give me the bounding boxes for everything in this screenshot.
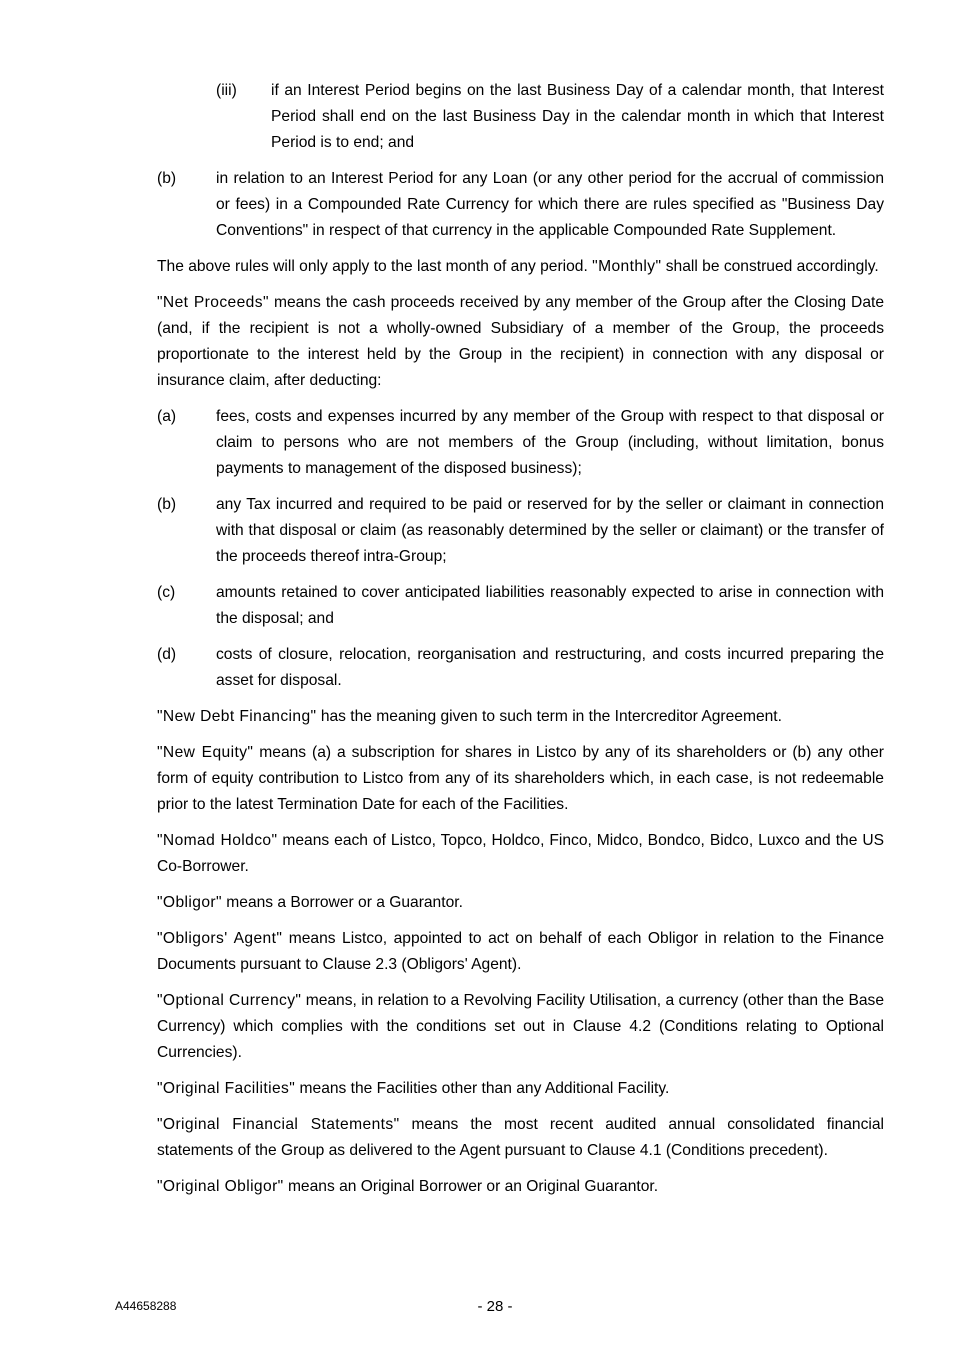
definition-original-facilities bbox=[157, 1076, 884, 1102]
monthly-paragraph bbox=[157, 254, 884, 280]
definition-text: means, in relation to a Revolving Facility Utilisation, a currency (other than the Base Currency) which complies with the conditions set out in Clause 4.2 (Conditions relating to Optional Currencies). bbox=[157, 992, 884, 1061]
definition-text: means (a) a subscription for shares in Listco by any of its shareholders or (b) any other form of equity contribution to Listco from any of its shareholders which, in each case, is not redeemable prior to the latest Termination Date for each of the Facilities. bbox=[157, 744, 884, 813]
definition-original-obligor bbox=[157, 1174, 884, 1200]
document-reference: A44658288 bbox=[115, 1299, 177, 1313]
definition-net-proceeds bbox=[157, 290, 884, 394]
paragraph-text: shall be construed accordingly. bbox=[661, 258, 879, 275]
definition-nomad-holdco bbox=[157, 828, 884, 880]
net-proceeds-item-b bbox=[157, 492, 884, 570]
net-proceeds-item-c bbox=[157, 580, 884, 632]
item-label: (b) bbox=[157, 170, 177, 187]
definition-text: means the Facilities other than any Additional Facility. bbox=[295, 1080, 670, 1097]
defined-term: "Obligors' Agent" bbox=[157, 930, 283, 947]
definition-text: means the most recent audited annual consolidated financial statements of the Group as delivered to the Agent pursuant to Clause 4.1 (Conditions precedent). bbox=[157, 1116, 884, 1159]
definition-text: means the cash proceeds received by any member of the Group after the Closing Date (and, if the recipient is not a wholly-owned Subsidiary of a member of the Group, the proceeds proportionate to the interest held by the Group in the recipient) in connection with any disposal or insurance claim, after deducting: bbox=[157, 294, 884, 389]
defined-term: "Monthly" bbox=[592, 258, 662, 275]
item-label: (c) bbox=[157, 584, 176, 601]
definition-obligor bbox=[157, 890, 884, 916]
defined-term: "Original Obligor" bbox=[157, 1178, 284, 1195]
definition-new-equity bbox=[157, 740, 884, 818]
item-text: any Tax incurred and required to be paid or reserved for by the seller or claimant in connection with that disposal or claim (as reasonably determined by the seller or claimant) or the transfer of the proceeds thereof intra-Group; bbox=[216, 496, 884, 565]
defined-term: "Obligor" bbox=[157, 894, 222, 911]
sub-item-b-interest-period bbox=[157, 166, 884, 244]
definition-text: has the meaning given to such term in the Intercreditor Agreement. bbox=[316, 708, 782, 725]
net-proceeds-item-a bbox=[157, 404, 884, 482]
defined-term: "New Debt Financing" bbox=[157, 708, 317, 725]
item-text: fees, costs and expenses incurred by any member of the Group with respect to that disposal or claim to persons who are not members of the Group (including, without limitation, bonus payments to management of the disposed business); bbox=[216, 408, 884, 477]
item-text: if an Interest Period begins on the last Business Day of a calendar month, that Interest Period shall end on the last Business Day in the calendar month in which that Interest Period is to end; and bbox=[271, 82, 884, 151]
definition-obligors-agent bbox=[157, 926, 884, 978]
definition-text: means a Borrower or a Guarantor. bbox=[221, 894, 463, 911]
defined-term: "New Equity" bbox=[157, 744, 254, 761]
page-number: - 28 - bbox=[477, 1298, 513, 1315]
item-label: (b) bbox=[157, 496, 177, 513]
definition-original-financial-statements bbox=[157, 1112, 884, 1164]
sub-item-iii bbox=[216, 78, 884, 156]
defined-term: "Original Financial Statements" bbox=[157, 1116, 400, 1133]
item-text: amounts retained to cover anticipated liabilities reasonably expected to arise in connection with the disposal; and bbox=[216, 584, 884, 627]
defined-term: "Nomad Holdco" bbox=[157, 832, 278, 849]
defined-term: "Optional Currency" bbox=[157, 992, 302, 1009]
defined-term: "Net Proceeds" bbox=[157, 294, 269, 311]
definition-new-debt-financing bbox=[157, 704, 884, 730]
page-content bbox=[157, 78, 884, 1210]
item-text: costs of closure, relocation, reorganisation and restructuring, and costs incurred preparing the asset for disposal. bbox=[216, 646, 884, 689]
item-label: (d) bbox=[157, 646, 177, 663]
item-text: in relation to an Interest Period for any Loan (or any other period for the accrual of commission or fees) in a Compounded Rate Currency for which there are rules specified as "Business Day Conventions" in respect of that currency in the applicable Compounded Rate Supplement. bbox=[216, 170, 884, 239]
paragraph-text: The above rules will only apply to the last month of any period. bbox=[157, 258, 593, 275]
definition-text: means each of Listco, Topco, Holdco, Finco, Midco, Bondco, Bidco, Luxco and the US Co-Borrower. bbox=[157, 832, 884, 875]
definition-text: means an Original Borrower or an Original Guarantor. bbox=[283, 1178, 659, 1195]
net-proceeds-item-d bbox=[157, 642, 884, 694]
definition-text: means Listco, appointed to act on behalf of each Obligor in relation to the Finance Documents pursuant to Clause 2.3 (Obligors' Agent). bbox=[157, 930, 885, 973]
definition-optional-currency bbox=[157, 988, 884, 1066]
item-label: (iii) bbox=[216, 82, 237, 99]
defined-term: "Original Facilities" bbox=[157, 1080, 296, 1097]
item-label: (a) bbox=[157, 408, 177, 425]
